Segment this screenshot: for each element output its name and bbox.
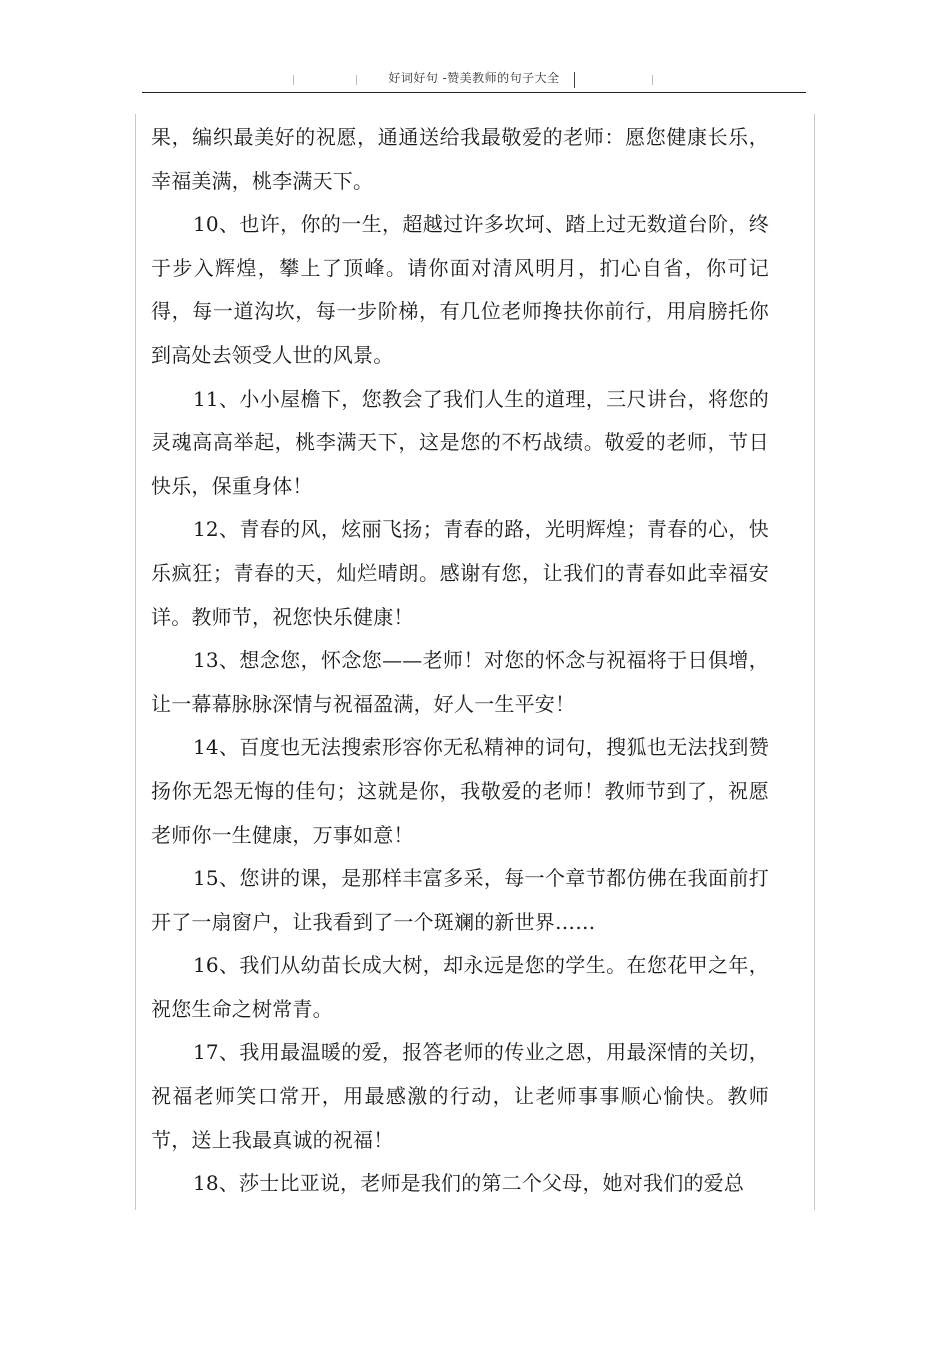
paragraph-item-14: 14、百度也无法搜索形容你无私精神的词句，搜狐也无法找到赞扬你无怨无悔的佳句；这就是你，我敬爱的老师！教师节到了，祝愿老师你一生健康，万事如意！ [151, 735, 769, 847]
paragraph-continuation: 果，编织最美好的祝愿，通通送给我最敬爱的老师：愿您健康长乐，幸福美满，桃李满天下。 [151, 125, 769, 193]
paragraph-item-16: 16、我们从幼苗长成大树，却永远是您的学生。在您花甲之年，祝您生命之树常青。 [151, 953, 769, 1021]
page-header [142, 66, 806, 93]
paragraph-item-10: 10、也许，你的一生，超越过许多坎坷、踏上过无数道台阶，终于步入辉煌，攀上了顶峰。请你面对清风明月，扪心自省，你可记得，每一道沟坎，每一步阶梯，有几位老师搀扶你前行，用肩膀托你到高处去领受人世的风景。 [151, 212, 769, 367]
paragraph-item-13: 13、想念您，怀念您——老师！对您的怀念与祝福将于日俱增，让一幕幕脉脉深情与祝福盈满，好人一生平安！ [151, 648, 769, 716]
left-margin-line [135, 114, 136, 1210]
right-margin-line [814, 114, 815, 1210]
paragraph-item-11: 11、小小屋檐下，您教会了我们人生的道理，三尺讲台，将您的灵魂高高举起，桃李满天下，这是您的不朽战绩。敬爱的老师，节日快乐，保重身体！ [151, 386, 769, 498]
paragraph-item-18: 18、莎士比亚说，老师是我们的第二个父母，她对我们的爱总 [193, 1171, 745, 1196]
paragraph-item-17: 17、我用最温暖的爱，报答老师的传业之恩，用最深情的关切，祝福老师笑口常开，用最感激的行动，让老师事事顺心愉快。教师节，送上我最真诚的祝福！ [151, 1040, 769, 1152]
paragraph-item-12: 12、青春的风，炫丽飞扬；青春的路，光明辉煌；青春的心，快乐疯狂；青春的天，灿烂晴朗。感谢有您，让我们的青春如此幸福安详。教师节，祝您快乐健康！ [151, 517, 769, 629]
document-body [151, 116, 769, 1206]
paragraph-item-15: 15、您讲的课，是那样丰富多采，每一个章节都仿佛在我面前打开了一扇窗户，让我看到了一个斑斓的新世界…… [151, 866, 769, 934]
header-title: 好词好句 -赞美教师的句子大全 [388, 71, 560, 85]
